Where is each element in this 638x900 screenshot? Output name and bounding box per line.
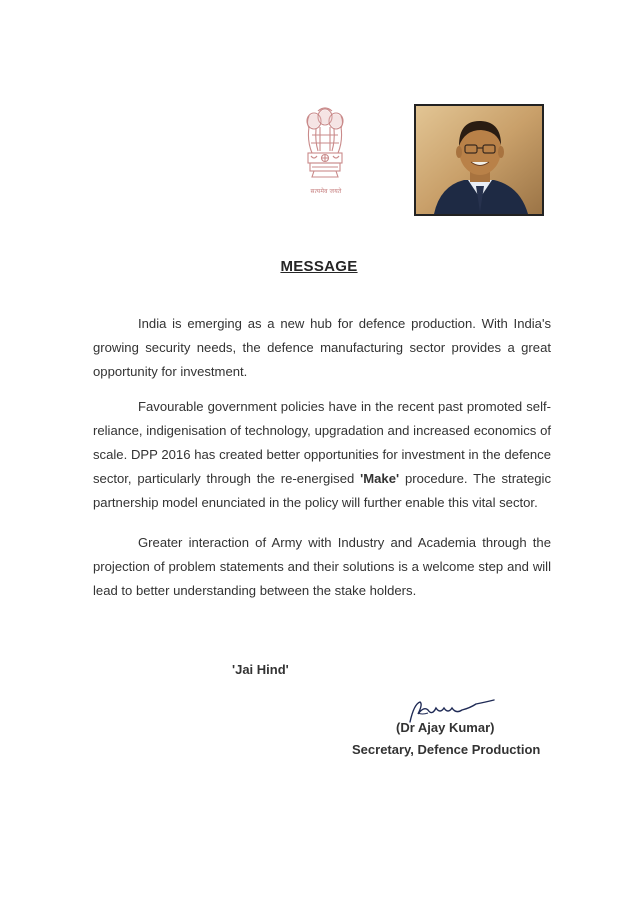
paragraph-3: Greater interaction of Army with Industry and Academia through the projection of problem statements and their solutions is a welcome step and will lead to better understanding between the stake holders. [93,535,551,598]
emblem-motto: सत्यमेव जयते [310,189,342,195]
paragraph-2 [93,395,551,515]
national-emblem-icon [300,105,350,200]
message-heading: MESSAGE [280,258,358,275]
portrait-photo [414,104,544,216]
paragraph-2-tail: procedure. The strategic partnership model enunciated in the policy will further enable this vital sector. [93,471,551,510]
message-body [93,312,551,614]
paragraph-2-text: Favourable government policies have in the recent past promoted self-reliance, indigenisation of technology, upgradation and increased economics of scale. DPP 2016 has created better opportunities for investment in the defence sector, particularly through the re-energised [93,399,551,486]
signer-title: Secretary, Defence Production [352,742,541,757]
paragraph-1: India is emerging as a new hub for defence production. With India's growing security needs, the defence manufacturing sector provides a great opportunity for investment. [93,316,551,379]
signer-name: (Dr Ajay Kumar) [396,720,495,735]
closing-salutation: 'Jai Hind' [232,662,289,677]
make-term: 'Make' [360,471,400,486]
page-title [0,258,638,276]
